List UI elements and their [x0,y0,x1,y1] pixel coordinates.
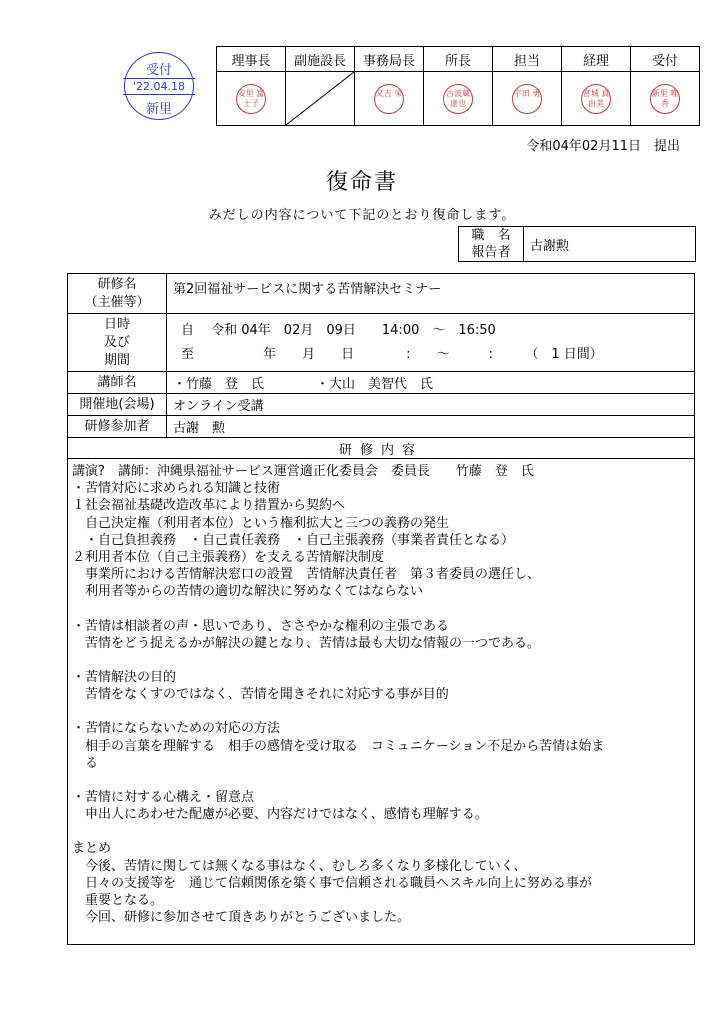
position-label: 職 名 [471,228,511,243]
venue-value: オンライン受講 [167,394,695,416]
period-label [68,314,167,372]
approval-header-deputy-director: 副施設長 [286,47,355,72]
content-line: 利用者等からの苦情の適切な解決に努めなくてはならない [72,584,424,600]
content-line: ・苦情に対する心構え・留意点 [72,790,255,806]
document-title: 復命書 [325,170,398,195]
training-name-label [68,274,167,314]
report-table [67,273,695,945]
content-line: ２利用者本位（自己主張義務）を支える苦情解決制度 [72,550,385,566]
training-name: 第2回福祉サービスに関する苦情解決セミナー [167,274,695,314]
lecturer-label: 講師名 [68,372,167,394]
period-from: 自 令和 04年 02月 09日 14:00 ～ 16:50 [181,322,496,338]
content-line: ・苦情にならないための対応の方法 [72,721,281,737]
approval-seal-cell [562,72,631,126]
participant-label: 研修参加者 [68,416,167,438]
approval-header-accounting: 経理 [562,47,631,72]
approval-header-director: 所長 [424,47,493,72]
content-line: ・自己負担義務 ・自己責任義務 ・自己主張義務（事業者責任となる） [72,532,515,548]
training-name-label-line: 研修名 [97,276,137,292]
reception-stamp-label: 受付 [145,63,172,78]
reception-stamp [124,52,194,120]
reception-stamp-date: '22.04.18 [123,78,195,95]
approval-header-secretary-general: 事務局長 [355,47,424,72]
period-to: 至 年 月 日 : ～ : （ 1 日間） [181,346,603,362]
approval-header-reception: 受付 [631,47,700,72]
content-line: 重要となる。 [72,893,164,909]
approval-seal-cell [217,72,286,126]
content-line: ・苦情は相談者の声・思いであり、ささやかな権利の主張である [72,618,450,634]
content-blank-line [72,601,690,618]
content-blank-line [72,823,690,840]
lecturer-names: ・竹藤 登 氏 ・大山 美智代 氏 [167,372,695,394]
approval-seal-cell [424,72,493,126]
content-line: 今回、研修に参加させて頂きありがとうございました。 [72,910,411,926]
seal-stamp: 古波蔵 達也 [443,84,473,114]
approval-header-staff: 担当 [493,47,562,72]
period-value [167,314,695,372]
period-label-line: 日時 [103,316,130,332]
seal-stamp: 宇田 勇 [512,84,542,114]
training-content [68,459,695,945]
content-line: １社会福祉基礎改造改革により措置から契約へ [72,498,346,514]
reporter-name-label: 報告者 [471,245,511,260]
organizer-label-line: （主催等） [84,294,150,310]
seal-stamp: 又吉 栄 [374,84,404,114]
content-header: 研修内容 [68,438,695,459]
approval-table [216,46,700,126]
period-label-line: 期間 [103,352,130,368]
content-line: ・苦情対応に求められる知識と技術 [72,481,281,497]
content-line: 申出人にあわせた配慮が必要、内容だけではなく、感情も理解する。 [72,807,488,823]
approval-seal-cell [355,72,424,126]
reporter-name: 古謝勲 [524,227,696,262]
content-line: 自己決定権（利用者本位）という権利拡大と三つの義務の発生 [72,515,450,531]
content-line: 講演? 講師：沖縄県福祉サービス運営適正化委員会 委員長 竹藤 登 氏 [72,464,534,479]
approval-seal-cell [631,72,700,126]
seal-stamp: 安里 富士子 [236,84,266,114]
content-line: る [72,755,99,771]
content-line: 苦情をどう捉えるかが解決の鍵となり、苦情は最も大切な情報の一つである。 [72,635,541,651]
content-line: 事業所における苦情解決窓口の設置 苦情解決責任者 第３者委員の選任し、 [72,567,541,583]
seal-stamp: 新里 唯香 [650,84,680,114]
content-blank-line [72,772,690,789]
reporter-box [458,226,696,262]
content-blank-line [72,652,690,669]
submission-date: 令和04年02月11日 提出 [526,139,680,154]
document-subtitle: みだしの内容について下記のとおり復命します。 [208,208,516,223]
content-line: まとめ [72,841,112,857]
content-line: 苦情をなくすのではなく、苦情を聞きそれに対応する事が目的 [72,687,449,703]
approval-seal-cell [493,72,562,126]
content-line: 日々の支援等を 通じて信頼関係を築く事で信頼される職員へスキル向上に努める事が [72,875,592,891]
reception-stamp-name: 新里 [145,102,172,117]
content-line: ・苦情解決の目的 [72,670,177,686]
approval-header-chairman: 理事長 [217,47,286,72]
venue-label: 開催地(会場) [68,394,167,416]
content-line: 今後、苦情に関しては無くなる事はなく、むしろ多くなり多様化していく、 [72,858,527,874]
participant-value: 古謝 勲 [167,416,695,438]
content-blank-line [72,703,690,720]
content-line: 相手の言葉を理解する 相手の感情を受け取る コミュニケーション不足から苦情は始ま [72,738,605,754]
reporter-label [459,227,524,262]
approval-seal-cell-empty [286,72,355,126]
seal-stamp: 宮城 真由美 [581,84,611,114]
diagonal-slash [286,72,354,125]
period-label-line: 及び [103,334,130,350]
